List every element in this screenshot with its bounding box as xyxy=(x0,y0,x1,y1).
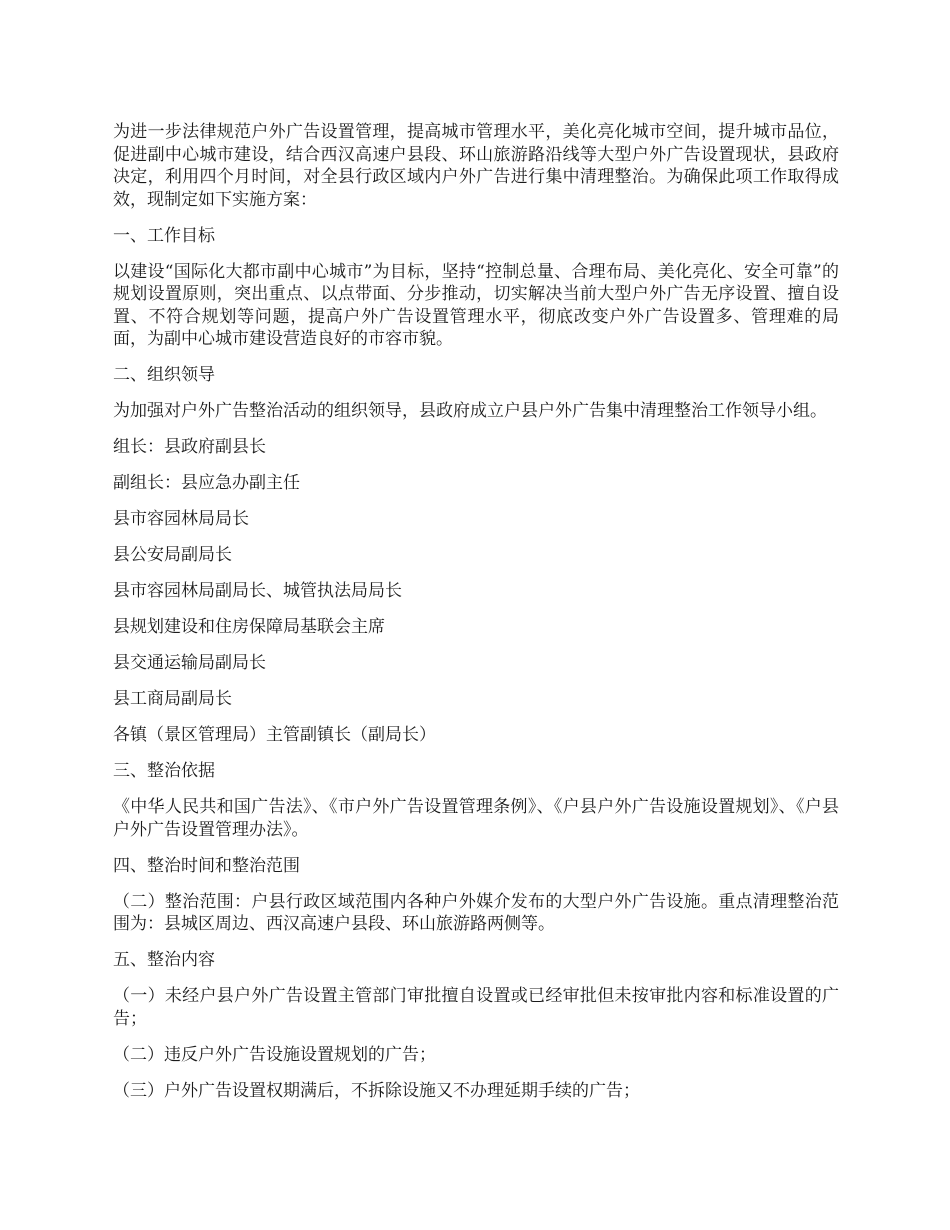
section-heading-goals: 一、工作目标 xyxy=(113,225,215,246)
section-heading-time-scope: 四、整治时间和整治范围 xyxy=(113,855,300,876)
member-line: 县公安局副局长 xyxy=(113,545,232,565)
scope-paragraph: （二）整治范围：户县行政区域范围内各种户外媒介发布的大型户外广告设施。重点清理整治范围为：县城区周边、西汉高速户县段、环山旅游路两侧等。 xyxy=(113,891,839,934)
content-item: （一）未经户县户外广告设置主管部门审批擅自设置或已经审批但未按审批内容和标准设置的广告； xyxy=(113,986,839,1029)
member-line: 县交通运输局副局长 xyxy=(113,653,266,673)
section-heading-content: 五、整治内容 xyxy=(113,950,215,970)
content-item: （三）户外广告设置权期满后，不拆除设施又不办理延期手续的广告； xyxy=(113,1080,640,1101)
intro-paragraph: 为进一步法律规范户外广告设置管理，提高城市管理水平，美化亮化城市空间，提升城市品位，促进副中心城市建设，结合西汉高速户县段、环山旅游路沿线等大型户外广告设置现状，县政府决定，利用四个月时间，对全县行政区域内户外广告进行集中清理整治。为确保此项工作取得成效，现制定如下实施方案： xyxy=(113,122,839,210)
section-heading-leadership: 二、组织领导 xyxy=(113,365,215,385)
goals-paragraph: 以建设“国际化大都市副中心城市”为目标，坚持“控制总量、合理布局、美化亮化、安全可靠”的规划设置原则，突出重点、以点带面、分步推动，切实解决当前大型户外广告无序设置、擅自设置、不符合规划等问题，提高户外广告设置管理水平，彻底改变户外广告设置多、管理难的局面，为副中心城市建设营造良好的市容市貌。 xyxy=(113,261,839,349)
document-body xyxy=(113,121,839,1116)
member-line: 县市容园林局局长 xyxy=(113,509,249,529)
leadership-paragraph: 为加强对户外广告整治活动的组织领导，县政府成立户县户外广告集中清理整治工作领导小组。 xyxy=(113,401,827,421)
deputy-leader-line: 副组长：县应急办副主任 xyxy=(113,473,300,493)
basis-paragraph: 《中华人民共和国广告法》、《市户外广告设置管理条例》、《户县户外广告设施设置规划》、《户县户外广告设置管理办法》。 xyxy=(113,797,839,840)
content-item: （二）违反户外广告设施设置规划的广告； xyxy=(113,1044,436,1065)
leader-line: 组长：县政府副县长 xyxy=(113,437,266,457)
member-line: 各镇（景区管理局）主管副镇长（副局长） xyxy=(113,725,436,745)
member-line: 县规划建设和住房保障局基联会主席 xyxy=(113,617,385,637)
section-heading-basis: 三、整治依据 xyxy=(113,761,215,781)
member-line: 县市容园林局副局长、城管执法局局长 xyxy=(113,581,402,601)
member-line: 县工商局副局长 xyxy=(113,689,232,709)
